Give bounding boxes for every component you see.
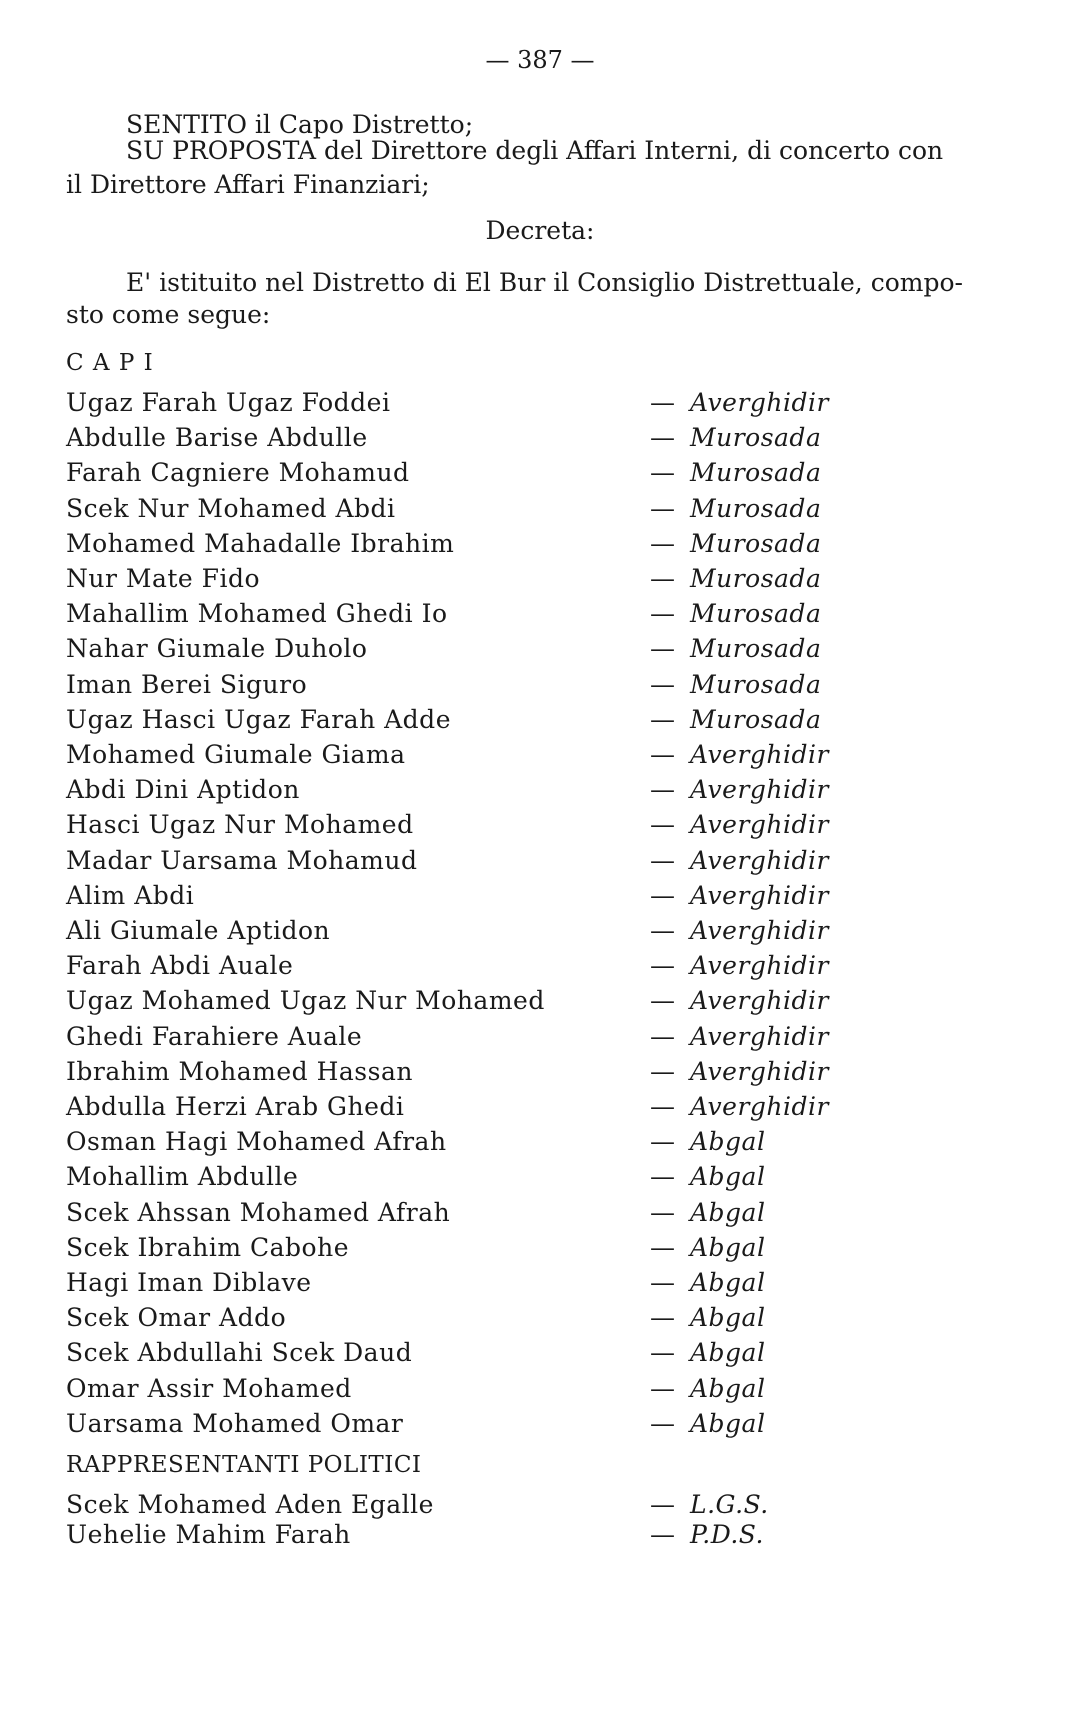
separator-dash: — — [650, 810, 676, 840]
member-tribe: Averghidir — [690, 1056, 829, 1086]
member-tribe: Averghidir — [690, 845, 829, 875]
member-name: Omar Assir Mohamed — [66, 1373, 352, 1403]
separator-dash: — — [650, 458, 676, 488]
separator-dash: — — [650, 528, 676, 558]
capi-heading: C A P I — [66, 350, 154, 376]
member-tribe: Abgal — [690, 1197, 766, 1227]
separator-dash: — — [650, 1197, 676, 1227]
capi-member-row — [66, 1127, 966, 1165]
member-tribe: Murosada — [690, 634, 822, 664]
member-name: Alim Abdi — [66, 880, 195, 910]
capi-member-row — [66, 1303, 966, 1341]
article-line-2: sto come segue: — [66, 300, 271, 329]
member-tribe: Abgal — [690, 1338, 766, 1368]
member-tribe: Abgal — [690, 1373, 766, 1403]
politici-member-row — [66, 1520, 966, 1558]
separator-dash: — — [650, 1232, 676, 1262]
separator-dash: — — [650, 1408, 676, 1438]
capi-member-row — [66, 529, 966, 567]
member-name: Mohamed Mahadalle Ibrahim — [66, 528, 455, 558]
capi-member-row — [66, 634, 966, 672]
separator-dash: — — [650, 1127, 676, 1157]
member-name: Madar Uarsama Mohamud — [66, 845, 418, 875]
separator-dash: — — [650, 564, 676, 593]
separator-dash: — — [650, 986, 676, 1016]
member-tribe: Averghidir — [690, 810, 829, 840]
separator-dash: — — [650, 423, 676, 453]
member-tribe: Murosada — [690, 458, 822, 488]
member-tribe: Murosada — [690, 493, 822, 523]
member-tribe: Murosada — [690, 528, 822, 558]
member-name: Ugaz Farah Ugaz Foddei — [66, 388, 391, 417]
separator-dash: — — [650, 775, 676, 805]
member-name: Ugaz Hasci Ugaz Farah Adde — [66, 704, 451, 734]
capi-member-row — [66, 846, 966, 884]
separator-dash: — — [650, 493, 676, 523]
member-tribe: Averghidir — [690, 740, 829, 769]
capi-member-row — [66, 775, 966, 813]
member-tribe: Averghidir — [690, 388, 829, 417]
capi-member-row — [66, 1233, 966, 1271]
capi-member-row — [66, 564, 966, 602]
member-tribe: Averghidir — [690, 1092, 829, 1121]
capi-member-row — [66, 1338, 966, 1376]
member-name: Scek Omar Addo — [66, 1303, 287, 1333]
member-tribe: Averghidir — [690, 951, 829, 981]
capi-member-row — [66, 951, 966, 989]
separator-dash: — — [650, 704, 676, 734]
separator-dash: — — [650, 916, 676, 945]
member-tribe: Averghidir — [690, 1021, 829, 1051]
member-name: Scek Ahssan Mohamed Afrah — [66, 1197, 451, 1227]
member-name: Ugaz Mohamed Ugaz Nur Mohamed — [66, 986, 545, 1016]
member-name: Mohamed Giumale Giama — [66, 740, 406, 769]
politici-heading: RAPPRESENTANTI POLITICI — [66, 1452, 422, 1478]
member-party: L.G.S. — [690, 1490, 769, 1519]
separator-dash: — — [650, 1268, 676, 1297]
member-name: Scek Mohamed Aden Egalle — [66, 1490, 434, 1519]
capi-member-row — [66, 458, 966, 496]
decreta-heading: Decreta: — [485, 216, 595, 245]
capi-member-row — [66, 1198, 966, 1236]
capi-member-row — [66, 986, 966, 1024]
member-name: Ibrahim Mohamed Hassan — [66, 1056, 413, 1086]
capi-member-row — [66, 1022, 966, 1060]
capi-member-row — [66, 810, 966, 848]
preamble-line-1: SENTITO il Capo Distretto; — [126, 110, 474, 139]
capi-member-row — [66, 1092, 966, 1130]
member-tribe: Murosada — [690, 564, 822, 593]
member-name: Abdulle Barise Abdulle — [66, 423, 368, 453]
member-tribe: Abgal — [690, 1162, 766, 1192]
capi-member-row — [66, 670, 966, 708]
member-tribe: Averghidir — [690, 775, 829, 805]
separator-dash: — — [650, 669, 676, 699]
separator-dash: — — [650, 845, 676, 875]
separator-dash: — — [650, 880, 676, 910]
member-party: P.D.S. — [690, 1520, 764, 1549]
member-tribe: Murosada — [690, 423, 822, 453]
separator-dash: — — [650, 1303, 676, 1333]
separator-dash: — — [650, 1520, 676, 1549]
member-name: Uarsama Mohamed Omar — [66, 1408, 404, 1438]
separator-dash: — — [650, 388, 676, 417]
separator-dash: — — [650, 1338, 676, 1368]
preamble-line-2b: il Direttore Affari Finanziari; — [66, 170, 430, 199]
member-name: Scek Nur Mohamed Abdi — [66, 493, 396, 523]
member-name: Iman Berei Siguro — [66, 669, 308, 699]
member-name: Hagi Iman Diblave — [66, 1268, 312, 1297]
member-name: Osman Hagi Mohamed Afrah — [66, 1127, 447, 1157]
capi-member-row — [66, 423, 966, 461]
capi-member-row — [66, 1162, 966, 1200]
separator-dash: — — [650, 951, 676, 981]
member-name: Nur Mate Fido — [66, 564, 261, 593]
capi-member-row — [66, 388, 966, 426]
member-tribe: Abgal — [690, 1268, 766, 1297]
capi-member-row — [66, 494, 966, 532]
capi-member-row — [66, 916, 966, 954]
member-name: Nahar Giumale Duholo — [66, 634, 368, 664]
capi-member-row — [66, 705, 966, 743]
article-line-1: E' istituito nel Distretto di El Bur il Consiglio Distrettuale, compo- — [126, 268, 963, 297]
capi-member-row — [66, 740, 966, 778]
capi-member-row — [66, 599, 966, 637]
separator-dash: — — [650, 1056, 676, 1086]
member-name: Farah Abdi Auale — [66, 951, 294, 981]
member-name: Mohallim Abdulle — [66, 1162, 299, 1192]
member-name: Ghedi Farahiere Auale — [66, 1021, 363, 1051]
member-name: Ali Giumale Aptidon — [66, 916, 331, 945]
member-name: Abdulla Herzi Arab Ghedi — [66, 1092, 405, 1121]
member-tribe: Abgal — [690, 1127, 766, 1157]
member-tribe: Murosada — [690, 704, 822, 734]
separator-dash: — — [650, 1162, 676, 1192]
member-tribe: Murosada — [690, 669, 822, 699]
member-tribe: Abgal — [690, 1232, 766, 1262]
page-number: — 387 — — [485, 46, 595, 74]
separator-dash: — — [650, 740, 676, 769]
member-name: Hasci Ugaz Nur Mohamed — [66, 810, 414, 840]
member-tribe: Averghidir — [690, 880, 829, 910]
capi-member-row — [66, 881, 966, 919]
capi-member-row — [66, 1057, 966, 1095]
member-name: Mahallim Mohamed Ghedi Io — [66, 599, 448, 629]
member-name: Scek Ibrahim Cabohe — [66, 1232, 349, 1262]
member-name: Scek Abdullahi Scek Daud — [66, 1338, 413, 1368]
member-name: Farah Cagniere Mohamud — [66, 458, 410, 488]
separator-dash: — — [650, 1092, 676, 1121]
member-name: Abdi Dini Aptidon — [66, 775, 300, 805]
separator-dash: — — [650, 599, 676, 629]
member-tribe: Averghidir — [690, 986, 829, 1016]
separator-dash: — — [650, 634, 676, 664]
capi-member-row — [66, 1374, 966, 1412]
separator-dash: — — [650, 1490, 676, 1519]
separator-dash: — — [650, 1373, 676, 1403]
capi-member-row — [66, 1268, 966, 1306]
member-tribe: Abgal — [690, 1303, 766, 1333]
member-tribe: Averghidir — [690, 916, 829, 945]
capi-member-row — [66, 1409, 966, 1447]
separator-dash: — — [650, 1021, 676, 1051]
member-tribe: Abgal — [690, 1408, 766, 1438]
member-name: Uehelie Mahim Farah — [66, 1520, 351, 1549]
member-tribe: Murosada — [690, 599, 822, 629]
preamble-line-2a: SU PROPOSTA del Direttore degli Affari Interni, di concerto con — [126, 136, 944, 165]
